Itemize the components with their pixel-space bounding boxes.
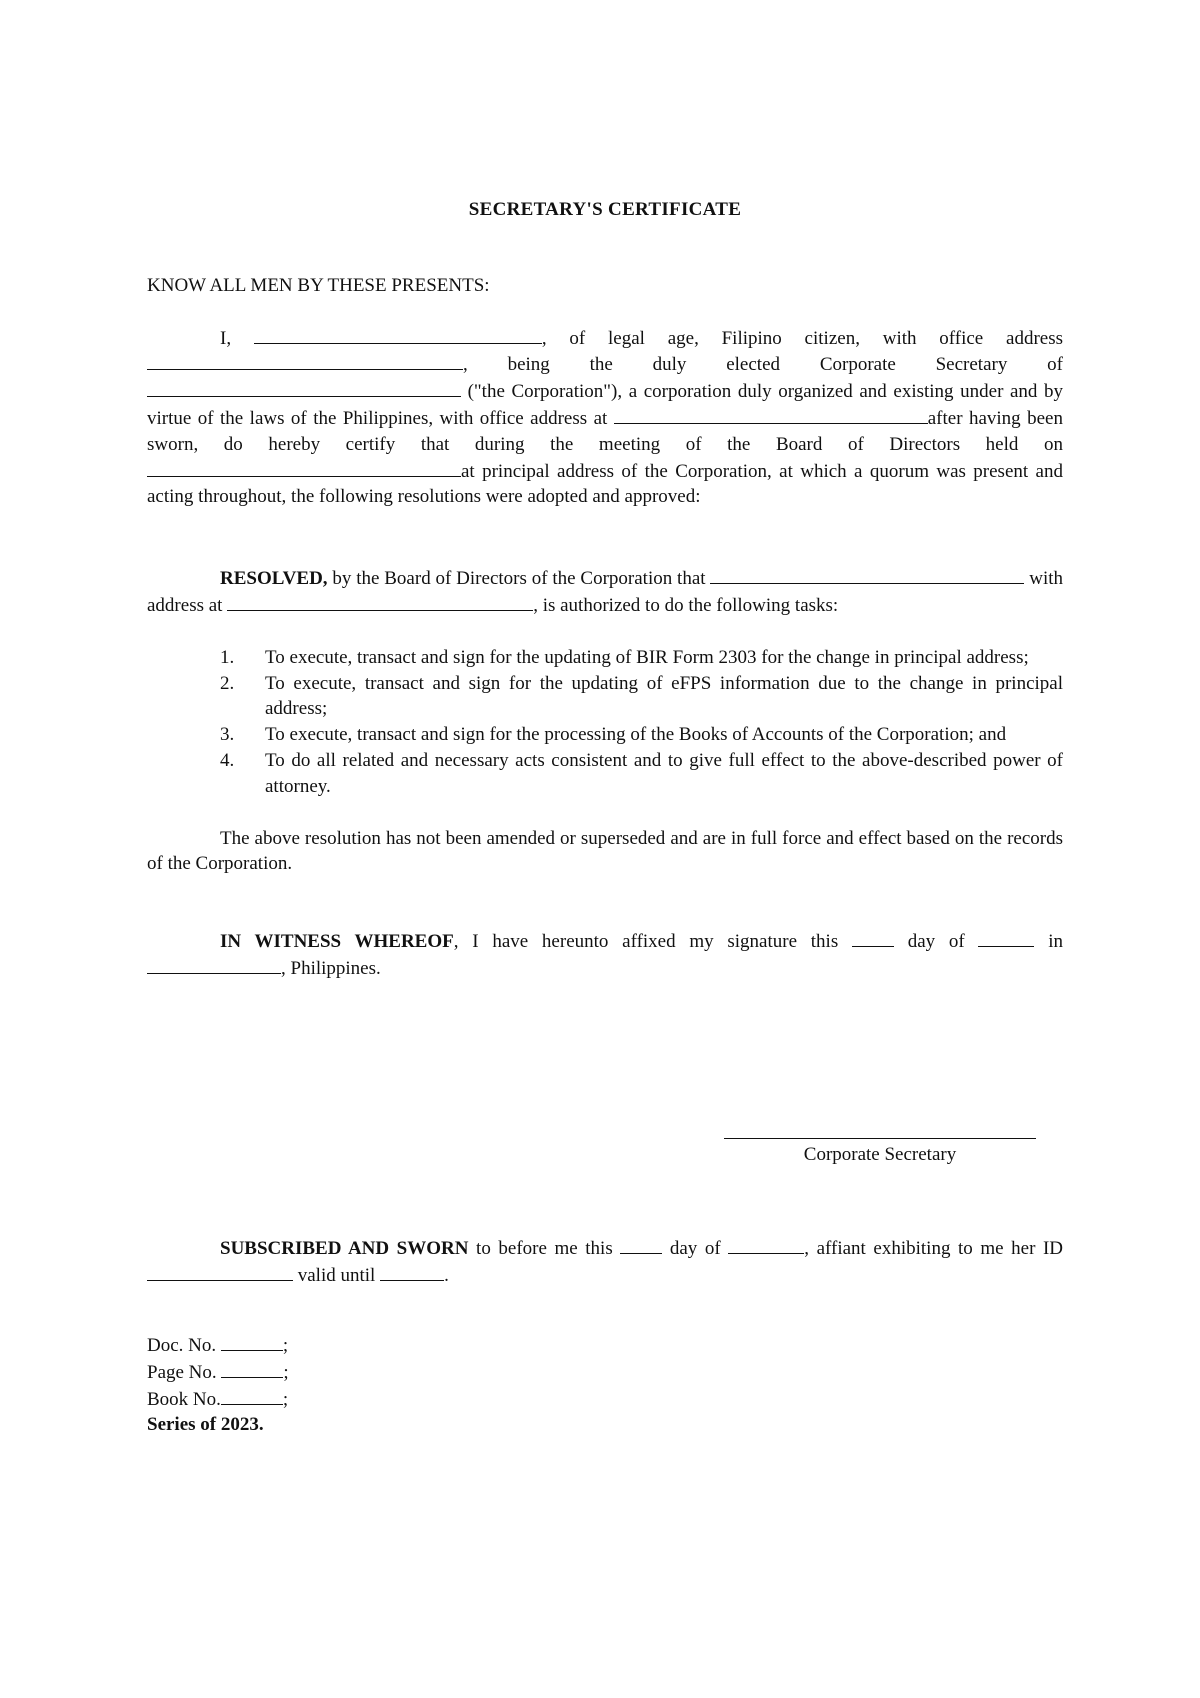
- sworn-text-5: .: [444, 1264, 449, 1286]
- amendment-paragraph: The above resolution has not been amended or superseded and are in full force and effect based on the records of the Corporation.: [147, 827, 1063, 875]
- para1-text-2: , of legal age, Filipino citizen, with office address: [541, 327, 1063, 349]
- page-no-line: [147, 1359, 289, 1386]
- signature-block: [724, 1138, 1036, 1168]
- sworn-text-1: to before me this: [468, 1238, 613, 1259]
- office-address-blank[interactable]: [147, 351, 463, 370]
- certification-paragraph: [147, 325, 1063, 511]
- semicolon: ;: [282, 1388, 289, 1410]
- task-text: To do all related and necessary acts consistent and to give full effect to the above-described power of attorney.: [265, 749, 1063, 797]
- doc-no-blank[interactable]: [221, 1332, 283, 1351]
- resolved-heading: RESOLVED,: [220, 568, 328, 590]
- para1-text-6: at principal address of the Corporation, at which a quorum was present and acting throughout, the following resolutions were adopted and approved:: [147, 460, 1063, 508]
- witness-text-4: , Philippines.: [281, 957, 381, 979]
- list-item: [147, 645, 1063, 671]
- secretary-name-blank[interactable]: [254, 325, 542, 344]
- task-text: To execute, transact and sign for the updating of eFPS information due to the change in principal address;: [265, 672, 1063, 720]
- para1-text-3: , being the duly elected Corporate Secretary of: [463, 354, 1063, 376]
- semicolon: ;: [282, 1335, 289, 1356]
- para1-text-5: after having been sworn, do hereby certify that during the meeting of the Board of Directors held on: [147, 407, 1063, 455]
- series-line: Series of 2023.: [147, 1414, 264, 1436]
- task-text: To execute, transact and sign for the updating of BIR Form 2303 for the change in principal address;: [265, 646, 1029, 668]
- representative-address-blank[interactable]: [227, 592, 533, 611]
- list-item: [147, 671, 1063, 723]
- book-no-label: Book No.: [147, 1388, 221, 1410]
- task-number: 3.: [220, 724, 235, 746]
- signature-label: Corporate Secretary: [803, 1144, 957, 1165]
- task-number: 1.: [220, 646, 235, 668]
- doc-no-label: Doc. No.: [147, 1335, 217, 1356]
- jurat-paragraph: [147, 1235, 1063, 1289]
- semicolon: ;: [283, 1361, 289, 1383]
- signature-line[interactable]: [724, 1138, 1036, 1139]
- page-no-label: Page No.: [147, 1361, 217, 1383]
- id-validity-blank[interactable]: [380, 1262, 444, 1281]
- corporation-address-blank[interactable]: [614, 405, 928, 424]
- task-number: 4.: [220, 749, 235, 771]
- resolution-paragraph: [147, 565, 1063, 619]
- page-no-blank[interactable]: [221, 1359, 283, 1378]
- sworn-text-2: day of: [669, 1238, 721, 1259]
- book-no-blank[interactable]: [221, 1386, 283, 1405]
- witness-heading: IN WITNESS WHEREOF: [220, 931, 454, 953]
- corporation-name-blank[interactable]: [147, 378, 461, 397]
- witness-month-blank[interactable]: [978, 928, 1034, 947]
- sworn-heading: SUBSCRIBED AND SWORN: [220, 1238, 469, 1259]
- resolved-text-2: with address at: [147, 568, 1064, 616]
- representative-name-blank[interactable]: [710, 565, 1024, 584]
- witness-text-3: in: [1048, 931, 1064, 953]
- meeting-date-blank[interactable]: [147, 458, 461, 477]
- list-item: [147, 748, 1063, 800]
- sworn-day-blank[interactable]: [620, 1235, 662, 1254]
- witness-paragraph: [147, 928, 1063, 982]
- task-number: 2.: [220, 672, 235, 694]
- witness-day-blank[interactable]: [852, 928, 894, 947]
- witness-place-blank[interactable]: [147, 955, 281, 974]
- witness-text-1: , I have hereunto affixed my signature this: [453, 931, 839, 953]
- task-text: To execute, transact and sign for the processing of the Books of Accounts of the Corporation; and: [265, 724, 1007, 746]
- para1-text-1: I,: [220, 327, 232, 349]
- para1-text-4: ("the Corporation"), a corporation duly organized and existing under and by virtue of the laws of the Philippines, with office address at: [147, 381, 1063, 429]
- notarial-register: [147, 1332, 289, 1438]
- salutation: KNOW ALL MEN BY THESE PRESENTS:: [147, 274, 490, 296]
- sworn-text-4: valid until: [297, 1264, 376, 1286]
- list-item: [147, 722, 1063, 748]
- document-page: [147, 197, 1064, 1436]
- document-title: SECRETARY'S CERTIFICATE: [468, 199, 742, 220]
- sworn-month-blank[interactable]: [728, 1235, 804, 1254]
- task-list: [147, 645, 1063, 800]
- sworn-text-3: , affiant exhibiting to me her ID: [804, 1238, 1064, 1259]
- id-number-blank[interactable]: [147, 1262, 293, 1281]
- book-no-line: [147, 1386, 289, 1413]
- resolved-text-1: by the Board of Directors of the Corporation that: [327, 568, 706, 590]
- doc-no-line: [147, 1332, 289, 1359]
- witness-text-2: day of: [907, 931, 965, 953]
- resolved-text-3: , is authorized to do the following tasks:: [533, 594, 839, 616]
